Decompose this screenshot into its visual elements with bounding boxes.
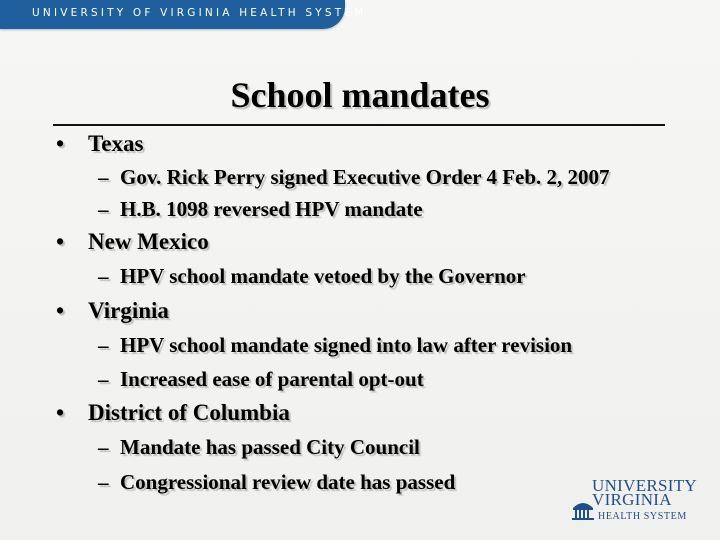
- slide-title: School mandates: [230, 75, 490, 115]
- banner-text: UNIVERSITY OF VIRGINIA HEALTH SYSTEM: [32, 7, 367, 19]
- sub-bullet-item: [98, 333, 572, 358]
- sub-bullet-label: H.B. 1098 reversed HPV mandate: [120, 197, 423, 221]
- dash-glyph: –: [98, 435, 109, 459]
- sub-bullet-item: [98, 165, 610, 190]
- sub-bullet-item: [98, 470, 455, 495]
- bullet-label: Texas: [88, 131, 144, 156]
- sub-bullet-label: Mandate has passed City Council: [120, 435, 420, 459]
- sub-bullet-label: HPV school mandate vetoed by the Governor: [120, 264, 526, 288]
- sub-bullet-item: [98, 264, 526, 289]
- bullet-glyph: •: [56, 131, 65, 156]
- sub-bullet-label: HPV school mandate signed into law after revision: [120, 333, 573, 357]
- bullet-glyph: •: [56, 229, 65, 254]
- sub-bullet-item: [98, 197, 423, 222]
- dash-glyph: –: [98, 165, 109, 189]
- sub-bullet-label: Increased ease of parental opt-out: [120, 367, 424, 391]
- bullet-item: [56, 131, 143, 157]
- bullet-glyph: •: [56, 298, 65, 323]
- bullet-item: [56, 229, 209, 255]
- sub-bullet-label: Gov. Rick Perry signed Executive Order 4 Feb. 2, 2007: [120, 165, 610, 189]
- logo-virginia: VIRGINIA: [592, 490, 672, 509]
- sub-bullet-label: Congressional review date has passed: [120, 470, 456, 494]
- bullet-item: [56, 298, 169, 324]
- dash-glyph: –: [98, 264, 109, 288]
- bullet-label: New Mexico: [88, 229, 209, 254]
- bullet-item: [56, 400, 290, 426]
- dash-glyph: –: [98, 333, 109, 357]
- logo-health-system: HEALTH SYSTEM: [598, 511, 687, 522]
- logo-university: UNIVERSITY: [592, 476, 697, 495]
- dash-glyph: –: [98, 470, 109, 494]
- sub-bullet-item: [98, 435, 420, 460]
- bullet-label: District of Columbia: [88, 400, 290, 425]
- sub-bullet-item: [98, 367, 424, 392]
- bullet-label: Virginia: [88, 298, 169, 323]
- bullet-glyph: •: [56, 400, 65, 425]
- uva-health-logo: [570, 476, 710, 526]
- dash-glyph: –: [98, 197, 109, 221]
- dash-glyph: –: [98, 367, 109, 391]
